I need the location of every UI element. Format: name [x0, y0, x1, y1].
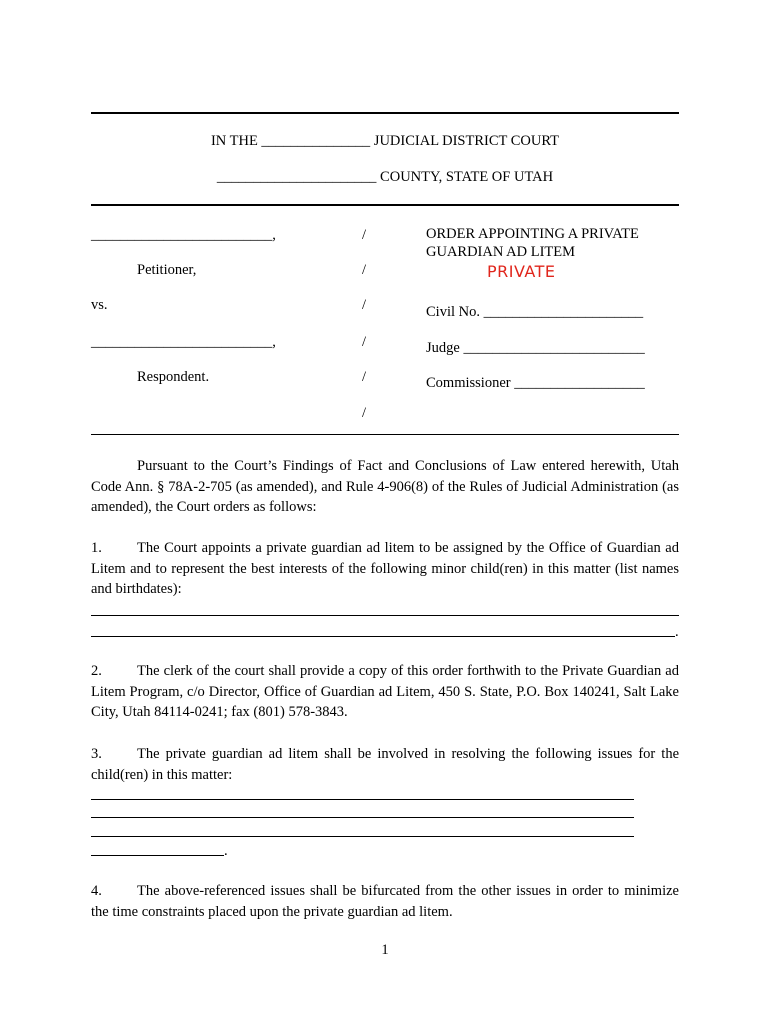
caption-slash: / [362, 262, 367, 278]
caption-slash: / [362, 297, 367, 313]
item-4 [91, 881, 679, 922]
private-stamp: PRIVATE [487, 262, 556, 281]
item-2-number: 2. [91, 663, 102, 679]
intro-paragraph: Pursuant to the Court’s Findings of Fact and Conclusions of Law entered herewith, Utah Code Ann. § 78A-2-705 (as amended), and Rule 4-906(8) of the Rules of Judicial Administration (as amended), the Court orders as follows: [91, 458, 679, 515]
respondent-name-blank: _________________________, [91, 334, 276, 350]
issues-blank-line [91, 855, 224, 856]
item-2-text: The clerk of the court shall provide a copy of this order forthwith to the Private Guardian ad Litem Program, c/o Director, Office of Guardian ad Litem, 450 S. State, P.O. Box 140241, Salt Lake City, Utah 84114-0241; fax (801) 578-3843. [91, 663, 679, 720]
item-2 [91, 661, 679, 723]
order-title-line2: GUARDIAN AD LITEM [426, 244, 576, 260]
county-line: ______________________ COUNTY, STATE OF UTAH [216, 169, 554, 185]
caption-slash: / [362, 369, 367, 385]
caption-slash: / [362, 405, 367, 421]
top-rule [91, 112, 679, 114]
court-line: IN THE _______________ JUDICIAL DISTRICT COURT [210, 133, 560, 149]
item-3-text: The private guardian ad litem shall be involved in resolving the following issues for the child(ren) in this matter: [91, 746, 679, 783]
page-number: 1 [381, 942, 389, 958]
petitioner-label: Petitioner, [137, 262, 197, 278]
item-3-number: 3. [91, 746, 102, 762]
item-4-number: 4. [91, 883, 102, 899]
item-4-text: The above-referenced issues shall be bifurcated from the other issues in order to minimize the time constraints placed upon the private guardian ad litem. [91, 883, 679, 920]
item-3 [91, 744, 679, 785]
issues-blank-line [91, 836, 634, 837]
caption-bottom-rule [91, 434, 679, 435]
issues-blank-line [91, 799, 634, 800]
petitioner-name-blank: _________________________, [91, 227, 276, 243]
respondent-label: Respondent. [137, 369, 210, 385]
header-bottom-rule [91, 204, 679, 206]
civil-number-field: Civil No. ______________________ [426, 304, 644, 320]
versus-label: vs. [91, 297, 108, 313]
child-list-blank-line [91, 615, 679, 616]
item-1-period: . [675, 624, 679, 640]
item-1-text: The Court appoints a private guardian ad litem to be assigned by the Office of Guardian ad Litem and to represent the best interests of the following minor child(ren) in this matter (list names and birthdates): [91, 540, 679, 597]
item-1 [91, 538, 679, 600]
commissioner-field: Commissioner __________________ [426, 375, 645, 391]
item-1-number: 1. [91, 540, 102, 556]
child-list-blank-line [91, 636, 675, 637]
judge-field: Judge _________________________ [426, 340, 645, 356]
caption-slash: / [362, 227, 367, 243]
order-title-line1: ORDER APPOINTING A PRIVATE [426, 226, 639, 242]
issues-blank-line [91, 817, 634, 818]
item-3-period: . [224, 843, 228, 859]
caption-slash: / [362, 334, 367, 350]
